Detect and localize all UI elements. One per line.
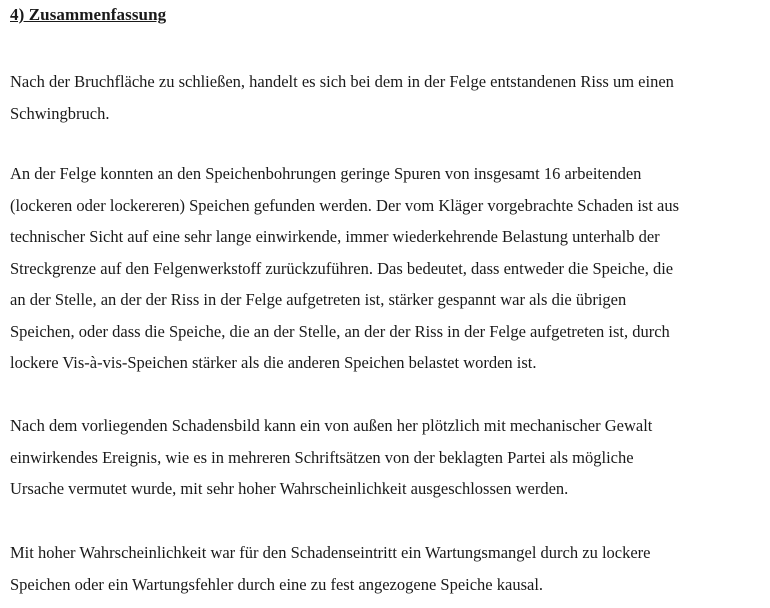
paragraph-line: Speichen oder ein Wartungsfehler durch eine zu fest angezogene Speiche kausal. <box>10 574 544 594</box>
paragraph-line: An der Felge konnten an den Speichenbohrungen geringe Spuren von insgesamt 16 arbeitenden <box>10 164 642 183</box>
paragraph-line: Speichen, oder dass die Speiche, die an der Stelle, an der der Riss in der Felge aufgetreten ist, durch <box>10 321 670 341</box>
section-heading: 4) Zusammenfassung <box>10 5 167 24</box>
paragraph-line: Schwingbruch. <box>10 103 110 123</box>
paragraph-1 <box>10 66 760 129</box>
paragraph-line: einwirkendes Ereignis, wie es in mehreren Schriftsätzen von der beklagten Partei als mögliche <box>10 447 634 467</box>
paragraph-line: Nach dem vorliegenden Schadensbild kann ein von außen her plötzlich mit mechanischer Gewalt <box>10 416 653 435</box>
paragraph-line: technischer Sicht auf eine sehr lange einwirkende, immer wiederkehrende Belastung unterhalb der <box>10 227 660 246</box>
paragraph-line: Streckgrenze auf den Felgenwerkstoff zurückzuführen. Das bedeutet, dass entweder die Speiche, die <box>10 258 674 278</box>
paragraph-3 <box>10 410 760 505</box>
paragraph-line: Mit hoher Wahrscheinlichkeit war für den Schadenseintritt ein Wartungsmangel durch zu lockere <box>10 543 651 562</box>
paragraph-4 <box>10 537 760 600</box>
paragraph-line: (lockeren oder lockereren) Speichen gefunden werden. Der vom Kläger vorgebrachte Schaden ist aus <box>10 195 680 215</box>
paragraph-line: Ursache vermutet wurde, mit sehr hoher Wahrscheinlichkeit ausgeschlossen werden. <box>10 479 569 498</box>
paragraph-line: Nach der Bruchfläche zu schließen, handelt es sich bei dem in der Felge entstandenen Riss um einen <box>10 72 674 91</box>
paragraph-2 <box>10 158 760 379</box>
paragraph-line: an der Stelle, an der der Riss in der Felge aufgetreten ist, stärker gespannt war als die übrigen <box>10 290 627 309</box>
paragraph-line: lockere Vis-à-vis-Speichen stärker als die anderen Speichen belastet worden ist. <box>10 353 537 372</box>
